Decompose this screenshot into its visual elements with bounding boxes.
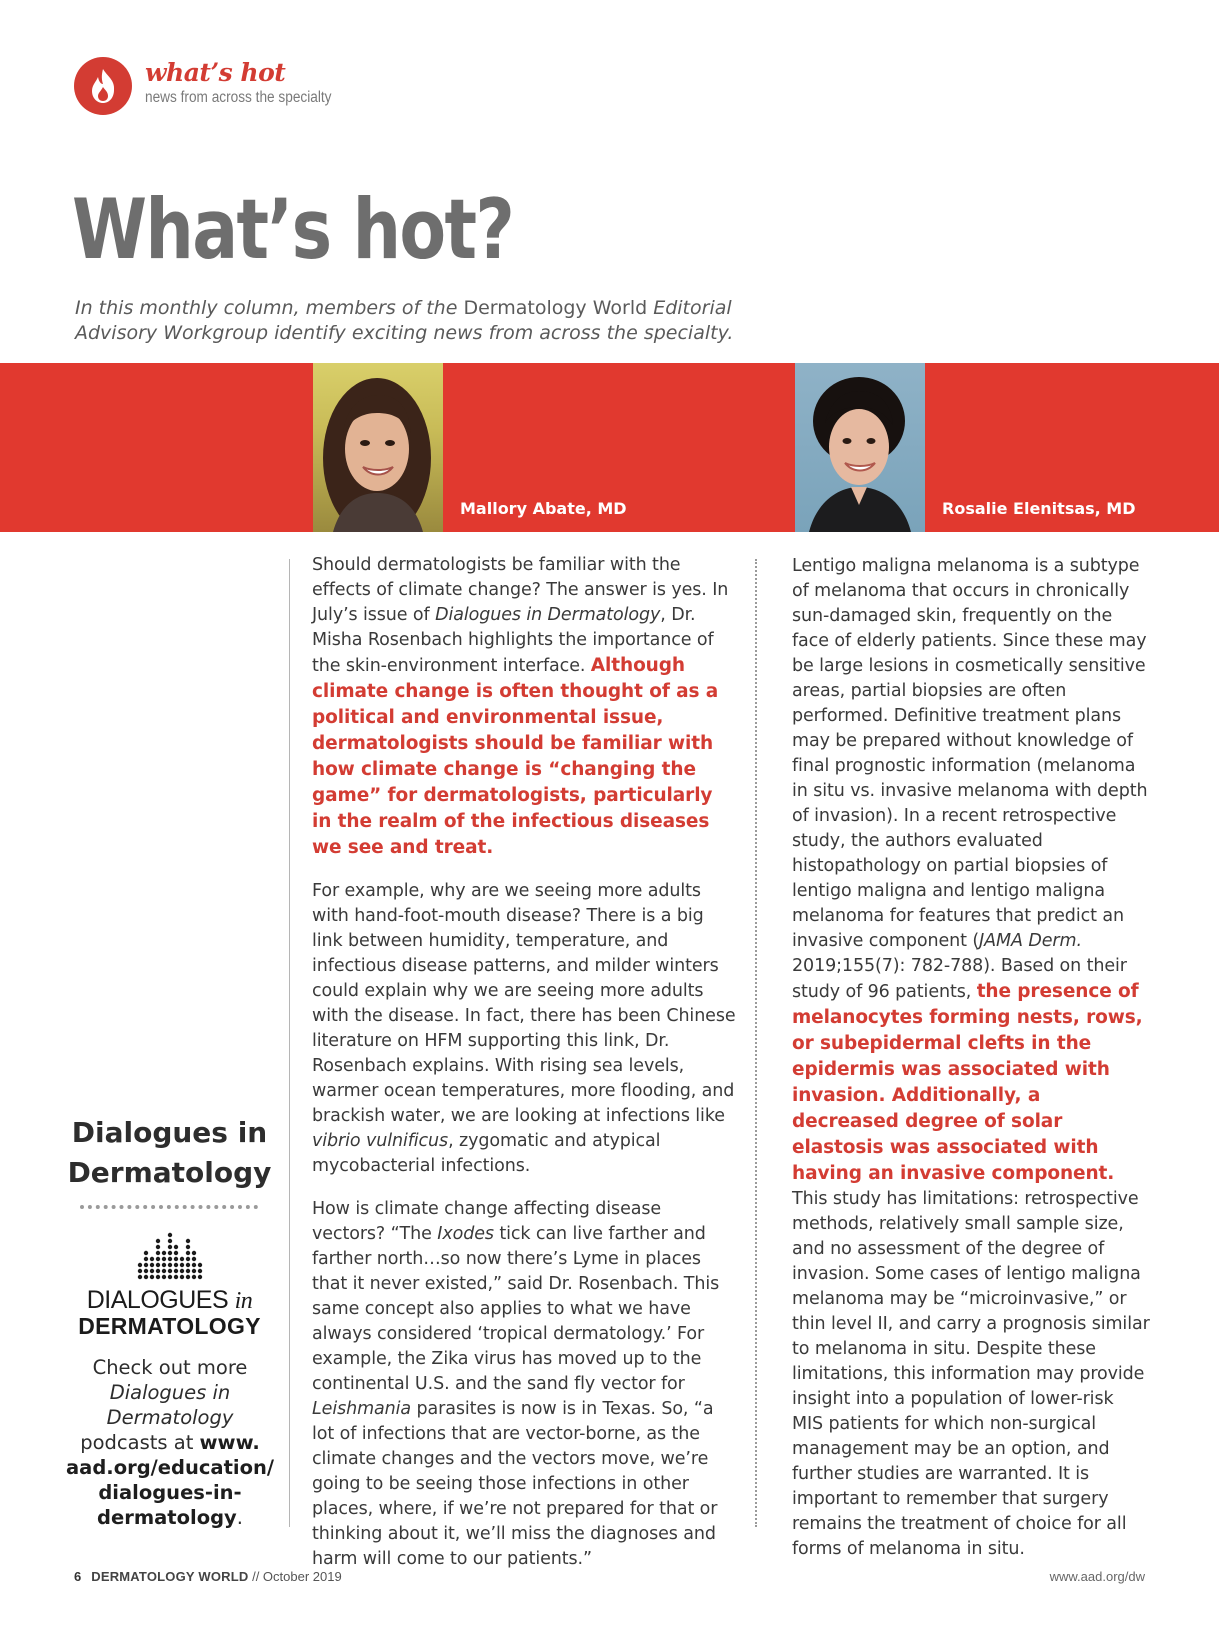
article-lentigo-maligna <box>792 554 1150 1580</box>
author-band <box>0 363 1219 532</box>
flame-icon <box>74 57 132 115</box>
column-divider-dotted <box>755 559 757 1527</box>
page-number: 6 <box>74 1569 82 1584</box>
paragraph: How is climate change affecting disease vectors? “The Ixodes tick can live farther and farther north…so now there’s Lyme in places that it never existed,” said Dr. Rosenbach. This same concept also applies to what we have always considered ‘tropical dermatology.’ For example, the Zika virus has moved up to the continental U.S. and the sand fly vector for Leishmania parasites is now is in Texas. So, “a lot of infections that are vector-borne, as the climate changes and the vectors move, we’re going to be seeing those infections in other places, where, if we’re not prepared for that or thinking about it, we’ll miss the diagnoses and harm will come to our patients.” <box>312 1199 720 1569</box>
intro-text: In this monthly column, members of the Dermatology World Editorial Advisory Workgroup identify exciting news from across the specialty. <box>75 297 734 344</box>
sidebar-title: Dialogues in Dermatology <box>67 1116 272 1189</box>
sidebar-blurb: Check out more Dialogues in Dermatology podcasts at www. aad.org/education/ dialogues-in-dermatology. <box>66 1356 274 1529</box>
paragraph: Lentigo maligna melanoma is a subtype of melanoma that occurs in chronically sun-damaged skin, frequently on the face of elderly patients. Since these may be large lesions in cosmetically sensitive areas, partial biopsies are often performed. Definitive treatment plans may be prepared without knowledge of final prognostic information (melanoma in situ vs. invasive melanoma with depth of invasion). In a recent retrospective study, the authors evaluated histopathology on partial biopsies of lentigo maligna and lentigo maligna melanoma for features that predict an invasive component (JAMA Derm. 2019;155(7): 782-788). Based on their study of 96 patients, the presence of melanocytes forming nests, rows, or subepidermal clefts in the epidermis was associated with invasion. Additionally, a decreased degree of solar elastosis was associated with having an invasive component. This study has limitations: retrospective methods, relatively small sample size, and no assessment of the degree of invasion. Some cases of lentigo maligna melanoma may be “microinvasive,” or thin level II, and carry a prognosis similar to melanoma in situ. Despite these limitations, this information may provide insight into a population of lower-risk MIS patients for which non-surgical management may be an option, and further studies are warranted. It is important to remember that surgery remains the treatment of choice for all forms of melanoma in situ. <box>792 556 1150 1559</box>
soundwave-dots-icon <box>137 1228 203 1280</box>
portrait-photo <box>313 363 443 532</box>
podcast-logo <box>137 1228 203 1284</box>
sidebar-divider <box>80 1205 258 1209</box>
pull-highlight: Although climate change is often thought of as a political and environmental issue, dermatologists should be familiar with how climate change is “changing the game” for dermatologists, particularly in the realm of the infectious diseases we see and treat. <box>312 655 719 858</box>
page-title: What’s hot? <box>72 181 514 278</box>
podcast-link[interactable]: www. aad.org/education/ dialogues-in-dermatology <box>66 1431 274 1529</box>
footer-folio <box>74 1569 342 1584</box>
issue-date: // October 2019 <box>252 1569 342 1584</box>
pull-highlight: the presence of melanocytes forming nests, rows, or subepidermal clefts in the epidermis was associated with invasion. Additionally, a decreased degree of solar elastosis was associated with having an invasive component. <box>792 981 1143 1184</box>
author-name-elenitsas: Rosalie Elenitsas, MD <box>942 499 1136 518</box>
section-title: what’s hot <box>145 58 286 87</box>
logo-wordmark-top: DIALOGUES in <box>86 1286 253 1314</box>
paragraph: For example, why are we seeing more adults with hand-foot-mouth disease? There is a big link between humidity, temperature, and infectious disease patterns, and milder winters could explain why we are seeing more adults with the disease. In fact, there has been Chinese literature on HFM supporting this link, Dr. Rosenbach explains. With rising sea levels, warmer ocean temperatures, more flooding, and brackish water, we are looking at infections like vibrio vulnificus, zygomatic and atypical mycobacterial infections. <box>312 881 736 1176</box>
paragraph: Should dermatologists be familiar with the effects of climate change? The answer is yes. In July’s issue of Dialogues in Dermatology, Dr. Misha Rosenbach highlights the importance of the skin-environment interface. Although climate change is often thought of as a political and environmental issue, dermatologists should be familiar with how climate change is “changing the game” for dermatologists, particularly in the realm of the infectious diseases we see and treat. <box>312 555 729 858</box>
author-photo-elenitsas <box>795 363 925 532</box>
article-climate-change <box>312 553 737 1590</box>
publication-name: Dermatology World <box>463 297 648 319</box>
magazine-name: DERMATOLOGY WORLD <box>91 1569 249 1584</box>
logo-wordmark-bottom: DERMATOLOGY <box>78 1313 261 1339</box>
author-name-abate: Mallory Abate, MD <box>460 499 627 518</box>
column-rule <box>289 559 290 1527</box>
footer-url[interactable]: www.aad.org/dw <box>1049 1569 1145 1584</box>
section-badge <box>74 57 132 115</box>
section-subtitle: news from across the specialty <box>145 89 332 106</box>
portrait-photo <box>795 363 925 532</box>
author-photo-abate <box>313 363 443 532</box>
